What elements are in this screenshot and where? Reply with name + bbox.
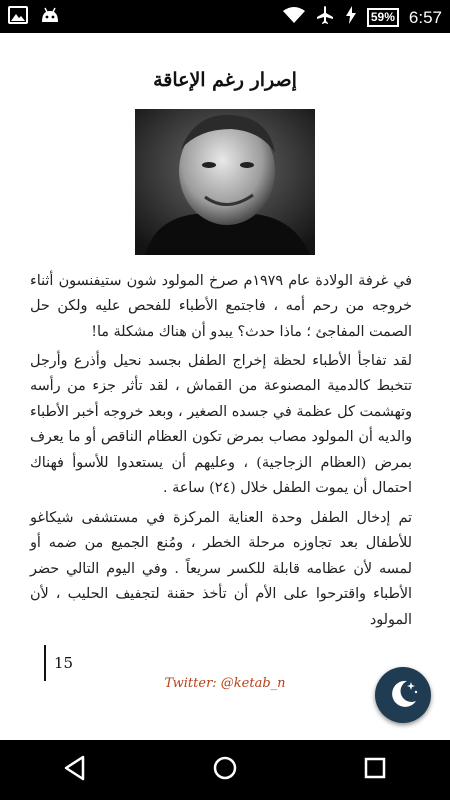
- paragraph-1: في غرفة الولادة عام ١٩٧٩م صرخ المولود شون ستيفنسون أثناء خروجه من رحم أمه ، فاجتمع الأطباء للفحص عليه ولكن حل الصمت المفاجئ ؛ ماذا حدث؟ يبدو أن هناك مشكلة ما!: [30, 273, 412, 340]
- airplane-icon: [315, 5, 335, 30]
- recents-button[interactable]: [345, 740, 405, 800]
- book-page[interactable]: [0, 33, 450, 740]
- status-bar-right: [283, 5, 442, 30]
- status-bar: [0, 0, 450, 33]
- navigation-bar: [0, 740, 450, 800]
- home-icon: [212, 755, 238, 785]
- paragraph-2: لقد تفاجأ الأطباء لحظة إخراج الطفل بجسد نحيل وأذرع وأرجل تتخبط كالدمية المصنوعة من القماش ، لقد تأثر جزء من رأسه وتهشمت كل عظمة في جسده الصغير ، وبعد خروجه أخبر الأطباء والديه أن المولود مصاب بمرض تكون العظام الناقص أو ما يعرف بمرض (العظام الزجاجية) ، وعليهم أن يستعدوا للأسوأ فهناك احتمال أن يموت الطفل خلال (٢٤) ساعة .: [30, 353, 412, 497]
- battery-icon: [367, 8, 399, 27]
- status-time: 6:57: [408, 7, 442, 27]
- charging-icon: [345, 6, 357, 29]
- page-number: 15: [44, 645, 73, 681]
- page-title: إصرار رغم الإعاقة: [153, 69, 297, 91]
- night-mode-icon: [386, 676, 420, 714]
- gallery-icon: [8, 6, 28, 29]
- wifi-icon: [283, 6, 305, 29]
- paragraph-3: تم إدخال الطفل وحدة العناية المركزة في مستشفى شيكاغو للأطفال بعد تجاوزه مرحلة الخطر ، ومُنع الجميع من ضمه أو لمسه لأن عظامه قابلة للكسر سريعاً . وفي اليوم التالي حضر الأطباء واقترحوا على الأم أن تأخذ حقنة لتجفيف الحليب ، لأن المولود: [30, 510, 412, 628]
- recents-icon: [363, 756, 387, 784]
- home-button[interactable]: [195, 740, 255, 800]
- back-icon: [63, 755, 87, 785]
- android-icon: [40, 6, 60, 29]
- portrait-photo: [135, 109, 315, 255]
- footer-credit: Twitter: @ketab_n: [164, 676, 286, 691]
- battery-percent: 59%: [367, 8, 399, 27]
- status-bar-left: [8, 6, 60, 29]
- back-button[interactable]: [45, 740, 105, 800]
- night-mode-button[interactable]: [375, 667, 431, 723]
